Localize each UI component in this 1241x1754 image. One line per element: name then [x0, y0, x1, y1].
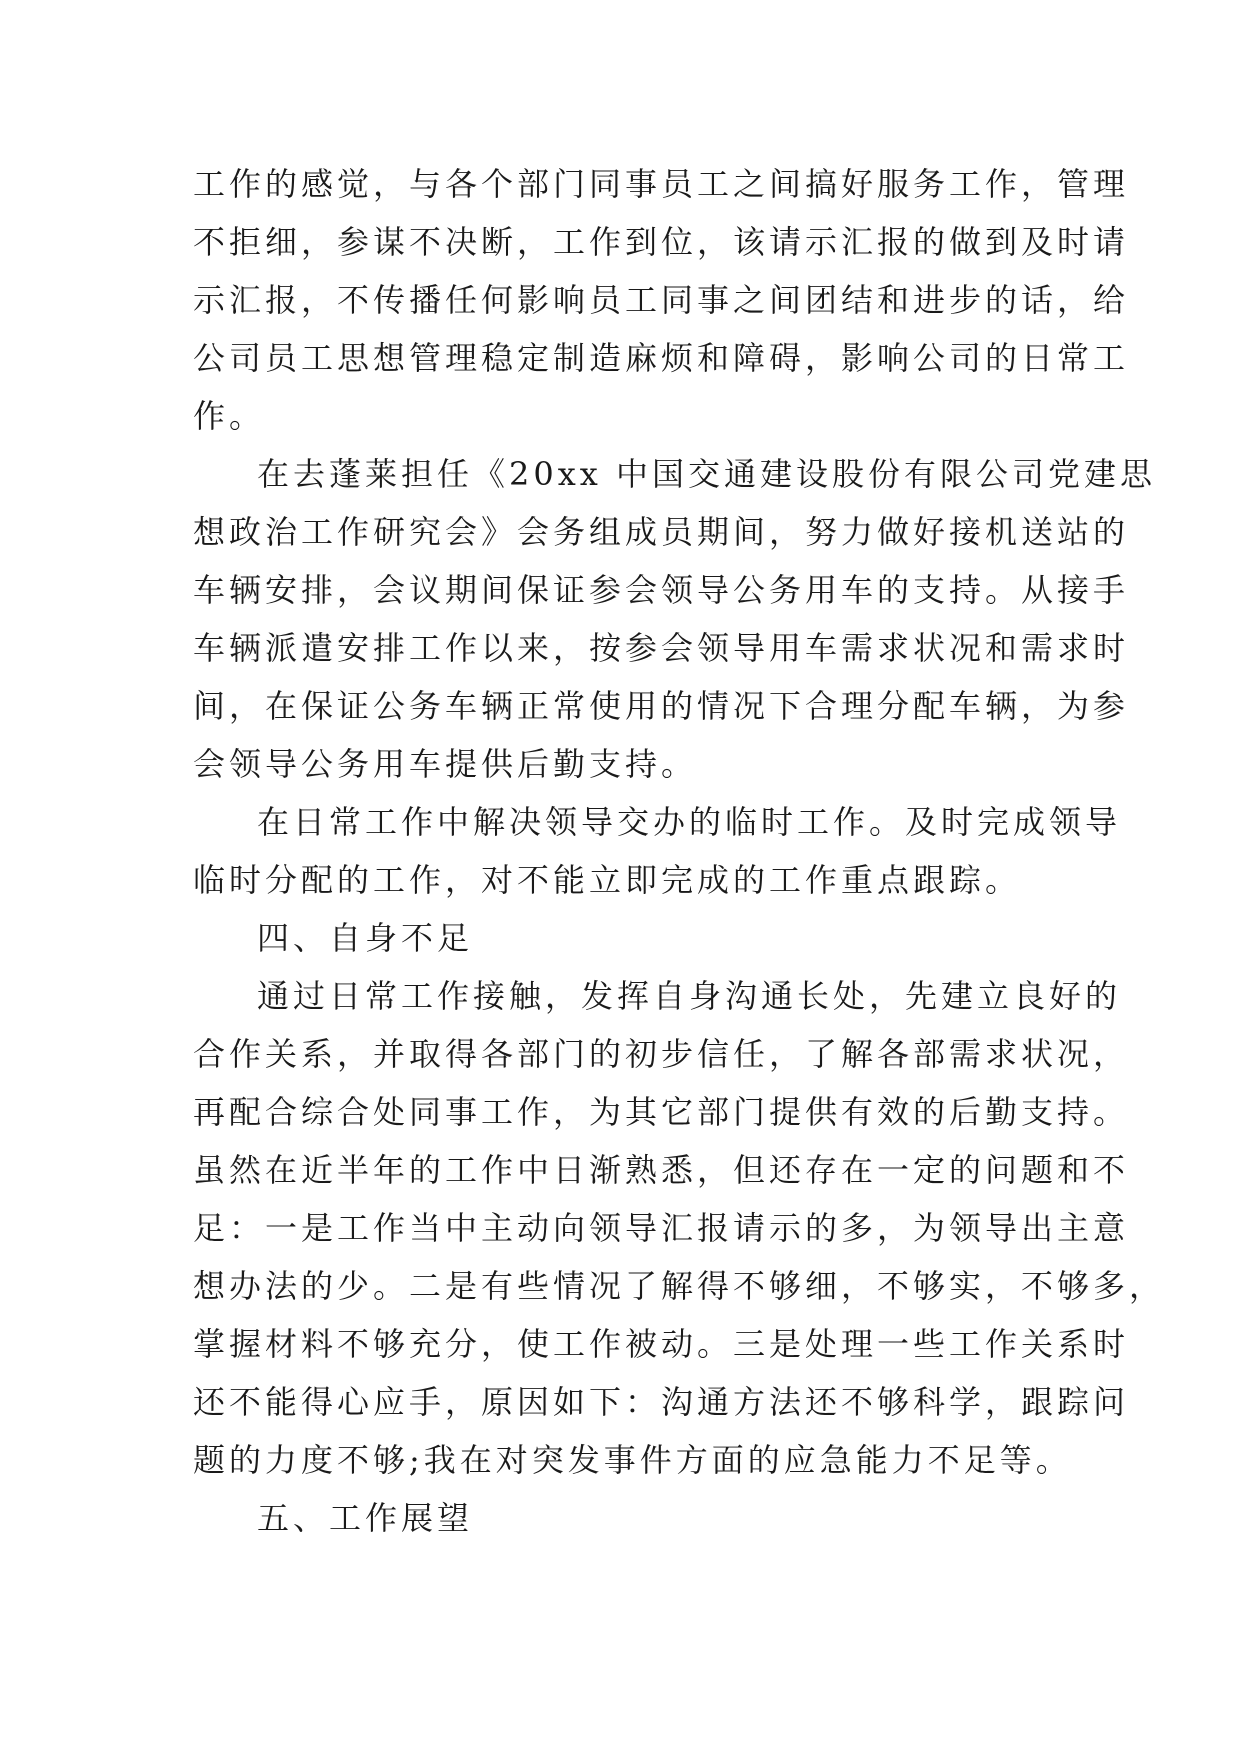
text-line: 不拒细，参谋不决断，工作到位，该请示汇报的做到及时请 — [193, 223, 1130, 261]
text-line: 掌握材料不够充分，使工作被动。三是处理一些工作关系时 — [193, 1325, 1130, 1363]
text-line: 车辆派遣安排工作以来，按参会领导用车需求状况和需求时 — [193, 629, 1130, 667]
text-line: 车辆安排，会议期间保证参会领导公务用车的支持。从接手 — [193, 571, 1130, 609]
text-line: 还不能得心应手，原因如下：沟通方法还不够科学，跟踪问 — [193, 1383, 1130, 1421]
text-line: 虽然在近半年的工作中日渐熟悉，但还存在一定的问题和不 — [193, 1151, 1130, 1189]
text-line: 想政治工作研究会》会务组成员期间，努力做好接机送站的 — [193, 513, 1130, 551]
text-line: 再配合综合处同事工作，为其它部门提供有效的后勤支持。 — [193, 1093, 1130, 1131]
section-heading: 四、自身不足 — [257, 919, 474, 957]
text-line: 想办法的少。二是有些情况了解得不够细，不够实，不够多， — [193, 1267, 1166, 1305]
paragraph-start-line: 在日常工作中解决领导交办的临时工作。及时完成领导 — [257, 803, 1122, 841]
text-line: 临时分配的工作，对不能立即完成的工作重点跟踪。 — [193, 861, 1022, 899]
text-line: 题的力度不够;我在对突发事件方面的应急能力不足等。 — [193, 1441, 1072, 1479]
paragraph-start-line: 通过日常工作接触，发挥自身沟通长处，先建立良好的 — [257, 977, 1122, 1015]
paragraph-start-line: 在去蓬莱担任《20xx 中国交通建设股份有限公司党建思 — [257, 455, 1156, 493]
text-line: 示汇报，不传播任何影响员工同事之间团结和进步的话，给 — [193, 281, 1130, 319]
text-line: 作。 — [193, 397, 266, 435]
section-heading: 五、工作展望 — [257, 1499, 474, 1537]
text-line: 会领导公务用车提供后勤支持。 — [193, 745, 698, 783]
text-line: 合作关系，并取得各部门的初步信任，了解各部需求状况， — [193, 1035, 1130, 1073]
text-line: 公司员工思想管理稳定制造麻烦和障碍，影响公司的日常工 — [193, 339, 1130, 377]
text-line: 工作的感觉，与各个部门同事员工之间搞好服务工作，管理 — [193, 165, 1130, 203]
text-line: 间，在保证公务车辆正常使用的情况下合理分配车辆，为参 — [193, 687, 1130, 725]
document-page — [193, 155, 1166, 1547]
text-line: 足：一是工作当中主动向领导汇报请示的多，为领导出主意 — [193, 1209, 1130, 1247]
